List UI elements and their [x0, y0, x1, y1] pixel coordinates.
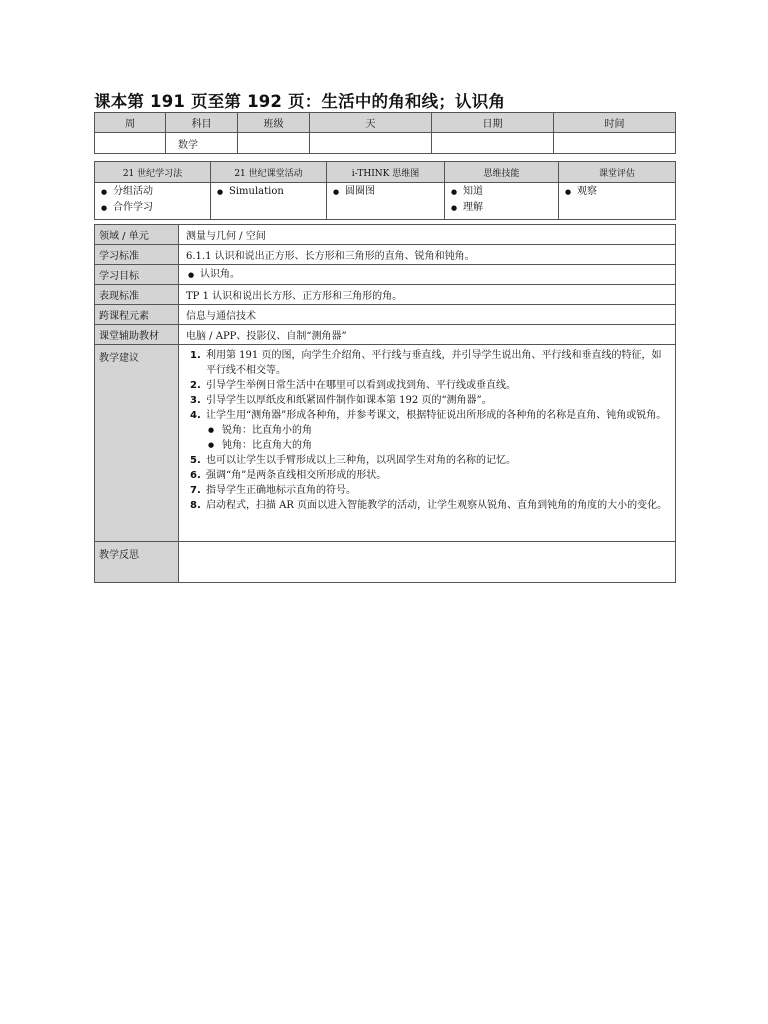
objective-label: 学习目标	[95, 265, 179, 285]
info-value-row	[95, 133, 676, 154]
activities-cell	[211, 183, 327, 220]
time-cell[interactable]	[554, 133, 676, 154]
standard-label: 学习标准	[95, 245, 179, 265]
method-table	[94, 161, 676, 220]
method-header-row	[95, 162, 676, 183]
list-item: 3. 引导学生以厚纸皮和纸紧固件制作如课本第 192 页的“测角器”。	[190, 395, 492, 406]
list-item: 7. 指导学生正确地标示直角的符号。	[190, 485, 356, 496]
header-ithink: i-THINK 思维图	[327, 162, 445, 183]
standard-value: 6.1.1 认识和说出正方形、长方形和三角形的直角、锐角和钝角。	[179, 245, 676, 265]
header-week: 周	[95, 113, 166, 133]
thinking-skills-cell	[445, 183, 559, 220]
reflection-row	[95, 542, 676, 583]
header-class: 班级	[238, 113, 310, 133]
list-item: 2. 引导学生举例日常生活中在哪里可以看到或找到角、平行线或垂直线。	[190, 380, 516, 391]
learning-methods-cell	[95, 183, 211, 220]
page-title: 课本第 191 页至第 192 页：生活中的角和线；认识角	[94, 92, 506, 111]
domain-row	[95, 225, 676, 245]
aids-value: 电脑 / APP、投影仪、自制“测角器”	[179, 325, 676, 345]
reflection-value[interactable]	[179, 542, 676, 583]
list-item: ● 认识角。	[186, 267, 668, 283]
details-table	[94, 224, 676, 583]
aids-label: 课堂辅助教材	[95, 325, 179, 345]
suggestion-label: 教学建议	[95, 345, 179, 542]
header-assessment: 课堂评估	[559, 162, 676, 183]
domain-label: 领域 / 单元	[95, 225, 179, 245]
domain-value: 测量与几何 / 空间	[179, 225, 676, 245]
list-item: ● 合作学习	[99, 200, 206, 216]
crosscurricular-row	[95, 305, 676, 325]
subject-cell: 数学	[166, 133, 238, 154]
list-item: ● 钝角：比直角大的角	[206, 438, 668, 453]
suggestion-value	[179, 345, 676, 542]
method-value-row	[95, 183, 676, 220]
performance-value: TP 1 认识和说出长方形、正方形和三角形的角。	[179, 285, 676, 305]
date-cell[interactable]	[432, 133, 554, 154]
list-item: ● 分组活动	[99, 184, 206, 200]
crosscurricular-label: 跨课程元素	[95, 305, 179, 325]
list-item: ● 圆圈图	[331, 184, 440, 200]
crosscurricular-value: 信息与通信技术	[179, 305, 676, 325]
assessment-cell	[559, 183, 676, 220]
list-item: ● 观察	[563, 184, 671, 200]
performance-label: 表现标准	[95, 285, 179, 305]
aids-row	[95, 325, 676, 345]
performance-row	[95, 285, 676, 305]
header-subject: 科目	[166, 113, 238, 133]
list-item: ● 理解	[449, 200, 554, 216]
list-item: 5. 也可以让学生以手臂形成以上三种角，以巩固学生对角的名称的记忆。	[190, 455, 516, 466]
objective-value	[179, 265, 676, 285]
header-21c-activity: 21 世纪课堂活动	[211, 162, 327, 183]
info-header-row	[95, 113, 676, 133]
list-item: ● 知道	[449, 184, 554, 200]
header-thinking-skills: 思维技能	[445, 162, 559, 183]
day-cell[interactable]	[310, 133, 432, 154]
week-cell[interactable]	[95, 133, 166, 154]
header-21c-learning: 21 世纪学习法	[95, 162, 211, 183]
list-item: 1. 利用第 191 页的图，向学生介绍角、平行线与垂直线，并引导学生说出角、平行线和垂直线的特征，如平行线不相交等。	[190, 350, 662, 376]
list-item: 8. 启动程式，扫描 AR 页面以进入智能教学的活动，让学生观察从锐角、直角到钝角的角度的大小的变化。	[190, 500, 668, 511]
ithink-cell	[327, 183, 445, 220]
suggestion-row	[95, 345, 676, 542]
standard-row	[95, 245, 676, 265]
list-item: 6. 强调“角”是两条直线相交所形成的形状。	[190, 470, 387, 481]
class-cell[interactable]	[238, 133, 310, 154]
list-item: ● 锐角：比直角小的角	[206, 423, 668, 438]
list-item: 4. 让学生用“测角器”形成各种角，并参考课文，根据特征说出所形成的各种角的名称是直角、钝角或锐角。 ● 锐角：比直角小的角 ● 钝角：比直角大的角	[186, 408, 668, 453]
header-date: 日期	[432, 113, 554, 133]
objective-row	[95, 265, 676, 285]
header-day: 天	[310, 113, 432, 133]
reflection-label: 教学反思	[95, 542, 179, 583]
info-table	[94, 112, 676, 154]
list-item: ● Simulation	[215, 184, 322, 200]
header-time: 时间	[554, 113, 676, 133]
